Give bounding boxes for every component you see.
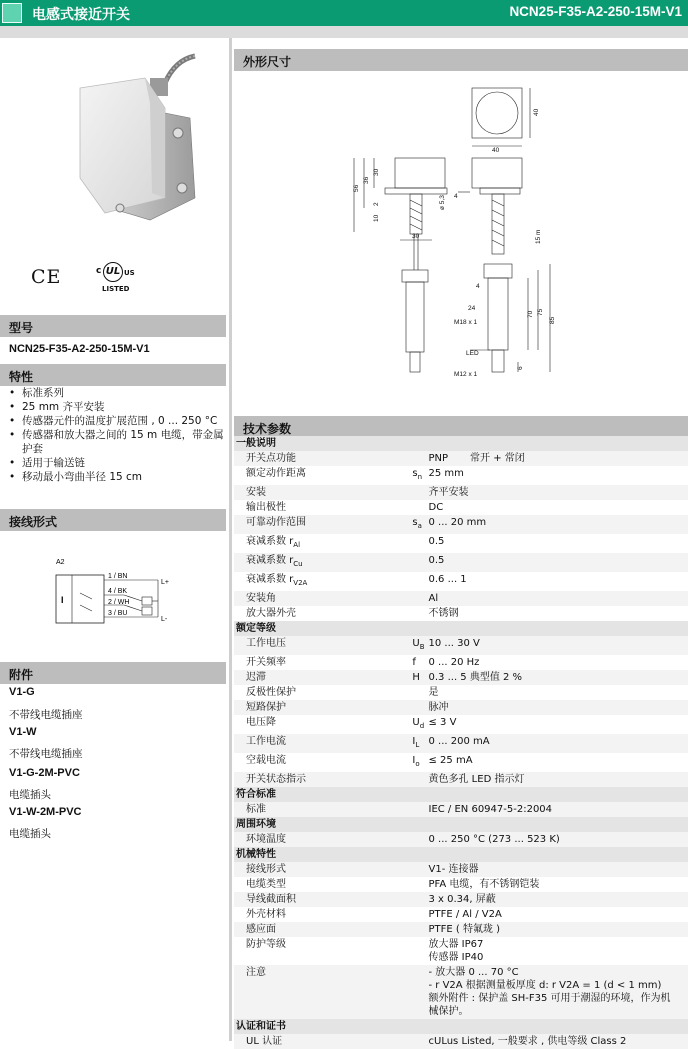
spec-value: ≤ 3 V: [427, 715, 688, 734]
spec-value: PFA 电缆，有不锈钢铠装: [427, 877, 688, 892]
spec-value: PTFE ( 特氟珑 ): [427, 922, 688, 937]
accessories-section-header: 附件: [0, 662, 226, 684]
spec-key: 工作电流: [234, 734, 410, 753]
subheader-strip: [0, 26, 688, 38]
wiring-diagram: [40, 555, 190, 630]
spec-symbol: [410, 591, 426, 606]
spec-group-header: [234, 787, 688, 802]
spec-row: [234, 802, 688, 817]
title-bar: [0, 0, 688, 26]
model-section-header: 型号: [0, 315, 226, 337]
feature-item: • 标准系列: [8, 386, 224, 400]
spec-group-title: 机械特性: [234, 847, 688, 862]
spec-key: 衰减系数 $r_{Cu}$: [234, 553, 410, 572]
feature-item: • 移动最小弯曲半径 15 cm: [8, 470, 224, 484]
spec-symbol: [410, 832, 426, 847]
spec-group-title: 一般说明: [234, 436, 688, 451]
spec-row: [234, 515, 688, 534]
spec-value: 0 ... 250 °C (273 ... 523 K): [427, 832, 688, 847]
spec-group-header: [234, 847, 688, 862]
spec-value: PNP 常开 + 常闭: [427, 451, 688, 466]
spec-group-header: [234, 436, 688, 451]
ul-mark: [96, 262, 130, 296]
spec-key: 接线形式: [234, 862, 410, 877]
spec-key: 标准: [234, 802, 410, 817]
spec-group-header: [234, 1019, 688, 1034]
dim-75: 75: [537, 308, 544, 316]
product-photo: [70, 48, 200, 228]
spec-key: 放大器外壳: [234, 606, 410, 621]
accessory-code: V1-G: [9, 686, 35, 698]
spec-key: 防护等级: [234, 937, 410, 965]
spec-group-title: 周围环境: [234, 817, 688, 832]
wire-wh: 2 / WH: [108, 599, 129, 606]
spec-row: [234, 553, 688, 572]
spec-value: 不锈钢: [427, 606, 688, 621]
spec-row: [234, 670, 688, 685]
spec-row: [234, 907, 688, 922]
spec-value: - 放大器 0 ... 70 °C - r V2A 根据测量板厚度 d: r V2A = 1 (d < 1 mm) 额外附件 : 保护盖 SH-F35 可用于潮湿的环境，作为机 械保护。: [427, 965, 688, 1019]
spec-symbol: [410, 553, 426, 572]
spec-key: 电缆类型: [234, 877, 410, 892]
terminal-minus: L-: [161, 616, 168, 623]
spec-key: 输出极性: [234, 500, 410, 515]
spec-key: 开关状态指示: [234, 772, 410, 787]
spec-row: [234, 534, 688, 553]
spec-row: [234, 655, 688, 670]
spec-value: 齐平安装: [427, 485, 688, 500]
spec-value: IEC / EN 60947-5-2:2004: [427, 802, 688, 817]
dim-36: 36: [363, 176, 370, 184]
spec-key: 开关点功能: [234, 451, 410, 466]
spec-key: 开关频率: [234, 655, 410, 670]
spec-key: 注意: [234, 965, 410, 1019]
spec-group-title: 符合标准: [234, 787, 688, 802]
spec-symbol: [410, 606, 426, 621]
spec-symbol: $U_B$: [410, 636, 426, 655]
dim-30-bottom: 30: [412, 233, 420, 240]
wiring-label: A2: [56, 559, 65, 566]
spec-row: [234, 772, 688, 787]
spec-row: [234, 500, 688, 515]
brand-square-icon: [2, 3, 22, 23]
spec-value: cULus Listed, 一般要求 , 供电等级 Class 2: [427, 1034, 688, 1049]
spec-value: 黄色多孔 LED 指示灯: [427, 772, 688, 787]
dim-53: ø 5,3: [439, 195, 446, 210]
spec-row: [234, 685, 688, 700]
spec-row: [234, 1034, 688, 1049]
spec-value: 0.6 ... 1: [427, 572, 688, 591]
wire-bk: 4 / BK: [108, 588, 127, 595]
svg-text:I: I: [61, 595, 64, 605]
spec-value: Al: [427, 591, 688, 606]
dim-30: 30: [373, 168, 380, 176]
spec-symbol: [410, 877, 426, 892]
spec-key: 安装角: [234, 591, 410, 606]
dim-24: 24: [468, 305, 476, 312]
accessory-desc: 不带线电缆插座: [9, 746, 83, 761]
spec-row: [234, 832, 688, 847]
spec-symbol: [410, 922, 426, 937]
spec-symbol: [410, 937, 426, 965]
label-led: LED: [466, 350, 479, 357]
dim-10: 10: [373, 214, 380, 222]
spec-row: [234, 700, 688, 715]
spec-value: 25 mm: [427, 466, 688, 485]
spec-value: 脉冲: [427, 700, 688, 715]
feature-item: • 传感器元件的温度扩展范围 , 0 ... 250 °C: [8, 414, 224, 428]
spec-symbol: $s_n$: [410, 466, 426, 485]
spec-row: [234, 591, 688, 606]
spec-symbol: [410, 965, 426, 1019]
spec-row: [234, 922, 688, 937]
spec-value: 放大器 IP67 传感器 IP40: [427, 937, 688, 965]
label-m12: M12 x 1: [454, 371, 478, 378]
feature-item: • 25 mm 齐平安装: [8, 400, 224, 414]
spec-symbol: [410, 485, 426, 500]
ul-c-letter: c: [96, 266, 101, 276]
dimensions-section-header: 外形尺寸: [234, 49, 688, 71]
spec-row: [234, 877, 688, 892]
tech-spec-table: [234, 436, 688, 1049]
spec-symbol: H: [410, 670, 426, 685]
spec-symbol: [410, 802, 426, 817]
spec-symbol: $I_o$: [410, 753, 426, 772]
spec-row: [234, 965, 688, 1019]
spec-symbol: [410, 451, 426, 466]
spec-key: 导线截面积: [234, 892, 410, 907]
spec-row: [234, 451, 688, 466]
spec-row: [234, 485, 688, 500]
spec-value: PTFE / Al / V2A: [427, 907, 688, 922]
accessory-code: V1-W: [9, 726, 37, 738]
spec-symbol: [410, 862, 426, 877]
spec-key: 反极性保护: [234, 685, 410, 700]
accessory-code: V1-W-2M-PVC: [9, 806, 82, 818]
spec-key: 工作电压: [234, 636, 410, 655]
spec-row: [234, 862, 688, 877]
spec-group-header: [234, 817, 688, 832]
features-list: [8, 386, 224, 484]
spec-symbol: $U_d$: [410, 715, 426, 734]
spec-key: 外壳材料: [234, 907, 410, 922]
spec-symbol: [410, 892, 426, 907]
dim-15m: 15 m: [535, 230, 542, 244]
dim-2: 2: [373, 202, 380, 206]
spec-symbol: [410, 1034, 426, 1049]
spec-key: 感应面: [234, 922, 410, 937]
feature-item: • 传感器和放大器之间的 15 m 电缆，带金属护套: [8, 428, 224, 456]
spec-value: 0.5: [427, 553, 688, 572]
spec-value: 0 ... 200 mA: [427, 734, 688, 753]
page-title: 电感式接近开关: [32, 4, 130, 24]
spec-row: [234, 892, 688, 907]
spec-symbol: $s_a$: [410, 515, 426, 534]
spec-key: 短路保护: [234, 700, 410, 715]
spec-group-header: [234, 621, 688, 636]
accessory-desc: 不带线电缆插座: [9, 707, 83, 722]
feature-item: • 适用于输送链: [8, 456, 224, 470]
spec-key: 安装: [234, 485, 410, 500]
spec-value: 0.5: [427, 534, 688, 553]
accessory-code: V1-G-2M-PVC: [9, 767, 80, 779]
spec-value: 是: [427, 685, 688, 700]
spec-row: [234, 466, 688, 485]
features-section-header: 特性: [0, 364, 226, 386]
spec-key: 环境温度: [234, 832, 410, 847]
model-value: NCN25-F35-A2-250-15M-V1: [9, 343, 150, 355]
dim-6: 6: [517, 366, 524, 370]
spec-symbol: [410, 572, 426, 591]
wire-bn: 1 / BN: [108, 573, 127, 580]
spec-value: DC: [427, 500, 688, 515]
spec-row: [234, 937, 688, 965]
spec-value: 0 ... 20 Hz: [427, 655, 688, 670]
spec-value: V1- 连接器: [427, 862, 688, 877]
spec-value: ≤ 25 mA: [427, 753, 688, 772]
label-m18: M18 x 1: [454, 319, 478, 326]
spec-symbol: [410, 700, 426, 715]
spec-key: 衰减系数 $r_{Al}$: [234, 534, 410, 553]
spec-group-title: 认证和证书: [234, 1019, 688, 1034]
dim-56: 56: [353, 184, 360, 192]
spec-row: [234, 606, 688, 621]
tech-section-header: 技术参数: [234, 416, 688, 438]
dim-70: 70: [527, 310, 534, 318]
spec-symbol: [410, 772, 426, 787]
dim-40-width: 40: [492, 147, 500, 154]
spec-key: 额定动作距离: [234, 466, 410, 485]
dim-4: 4: [454, 193, 458, 200]
column-divider: [229, 38, 232, 1041]
spec-value: 0.3 ... 5 典型值 2 %: [427, 670, 688, 685]
spec-symbol: [410, 534, 426, 553]
spec-value: 10 ... 30 V: [427, 636, 688, 655]
spec-key: 可靠动作范围: [234, 515, 410, 534]
ce-mark: CE: [31, 266, 61, 288]
spec-key: 迟滞: [234, 670, 410, 685]
ul-listed-text: LISTED: [102, 285, 129, 293]
spec-value: 3 x 0.34, 屏蔽: [427, 892, 688, 907]
spec-row: [234, 753, 688, 772]
model-code-title: NCN25-F35-A2-250-15M-V1: [509, 4, 682, 19]
spec-key: 衰减系数 $r_{V2A}$: [234, 572, 410, 591]
accessory-desc: 电缆插头: [9, 787, 51, 802]
spec-symbol: [410, 907, 426, 922]
spec-symbol: f: [410, 655, 426, 670]
wire-bu: 3 / BU: [108, 610, 127, 617]
spec-key: 空载电流: [234, 753, 410, 772]
dim-40-height: 40: [533, 108, 540, 116]
spec-row: [234, 715, 688, 734]
spec-symbol: [410, 500, 426, 515]
dim-4-lower: 4: [476, 283, 480, 290]
terminal-plus: L+: [161, 579, 169, 586]
spec-group-title: 额定等级: [234, 621, 688, 636]
ul-us-letters: US: [124, 269, 135, 277]
spec-key: UL 认证: [234, 1034, 410, 1049]
spec-row: [234, 734, 688, 753]
spec-key: 电压降: [234, 715, 410, 734]
accessory-desc: 电缆插头: [9, 826, 51, 841]
ul-circle-icon: UL: [103, 262, 123, 282]
dim-85: 85: [549, 316, 556, 324]
spec-row: [234, 636, 688, 655]
spec-symbol: [410, 685, 426, 700]
wiring-section-header: 接线形式: [0, 509, 226, 531]
spec-row: [234, 572, 688, 591]
dimension-drawing: [340, 80, 570, 390]
spec-value: 0 ... 20 mm: [427, 515, 688, 534]
spec-symbol: $I_L$: [410, 734, 426, 753]
